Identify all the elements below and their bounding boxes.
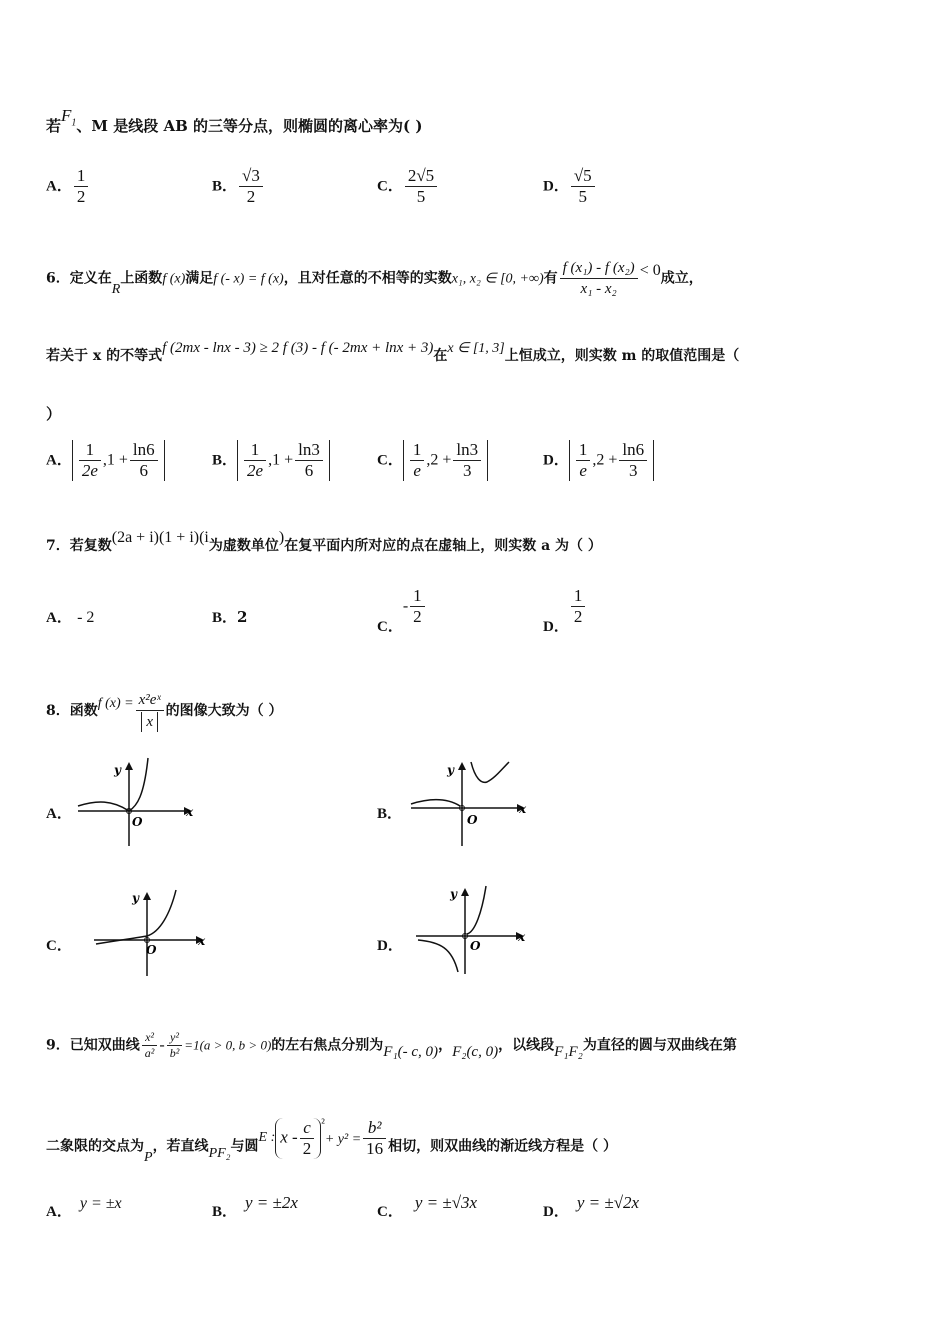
q9-option-d[interactable]: D． y = ±√2x — [543, 1193, 640, 1220]
q8-c-origin: O — [146, 943, 157, 957]
q9-option-a[interactable]: A． y = ±x — [46, 1195, 122, 1220]
q8-c-ylabel: y — [132, 891, 139, 905]
q6-option-a[interactable]: A． $\frac{1}{2e}$ ,1 + $\frac{\ln 6}{6}$ — [46, 440, 165, 481]
q6-stem-line1: 6．定义在R上函数f (x)满足f (- x) = f (x)，且对任意的不相等的实数x₁, x₂ ∈ [0, +∞)有 $\frac{\text{f (x₁) - f (x₂)}}{\text{x₁ - x₂}}$ < 0成立， — [46, 260, 703, 297]
q8-option-a[interactable]: A． — [46, 806, 72, 822]
q8-b-origin: O — [467, 813, 478, 827]
q6-ratio: $\frac{\text{f (x₁) - f (x₂)}}{\text{x₁ - x₂}}$ — [560, 258, 638, 299]
q5-stem — [46, 106, 423, 143]
q8-d-xlabel: x — [518, 930, 526, 944]
q9-stem-line2: 二象限的交点为P，若直线PF₂与圆E : x - $\frac{c}{2}$ ²+ y² = $\frac{\text{b²}}{16}$ 相切，则双曲线的渐近线方程是（ ） — [46, 1115, 618, 1165]
q6-option-c[interactable]: C． $\frac{1}{e}$ ,2 + $\frac{\ln 3}{3}$ — [377, 440, 488, 481]
q9-option-c[interactable]: C． y = ±√3x — [377, 1193, 478, 1220]
q8-b-ylabel: y — [447, 763, 454, 777]
q8-option-c[interactable]: C． — [46, 938, 72, 954]
q6-stem-line2: 若关于 x 的不等式f (2mx - lnx - 3) ≥ 2 f (3) - f (- 2mx + lnx + 3)在x ∈ [1, 3]上恒成立，则实数 m 的取值范围是（ — [46, 340, 740, 364]
q7-stem: 7．若复数(2a + i)(1 + i)(i为虚数单位)在复平面内所对应的点在虚轴上，则实数 a 为（ ） — [46, 529, 602, 554]
q6-stem-line3: ） — [46, 405, 62, 423]
q7-option-b[interactable]: B．2 — [212, 608, 248, 626]
q8-option-b[interactable]: B． — [377, 806, 403, 822]
q9-option-b[interactable]: B． y = ±2x — [212, 1193, 298, 1220]
q7-option-d[interactable]: D． $\frac{1}{2}$ — [543, 586, 587, 627]
q5-prefix: 若 — [46, 117, 62, 135]
q7-option-c[interactable]: C．- $\frac{1}{2}$ — [377, 586, 427, 627]
q7-option-a[interactable]: A． - 2 — [46, 609, 95, 626]
q8-d-origin: O — [470, 939, 481, 953]
q6-option-b[interactable]: B． $\frac{1}{2e}$ ,1 + $\frac{\ln 3}{6}$ — [212, 440, 330, 481]
q5-rest: 、M 是线段 AB 的三等分点，则椭圆的离心率为( ) — [76, 117, 423, 135]
q8-d-ylabel: y — [450, 887, 457, 901]
q5-f1: $F_1$ — [61, 106, 77, 129]
q5-option-b[interactable]: B． $\frac{√3}{2}$ — [212, 166, 265, 207]
q8-graph-a[interactable] — [72, 756, 202, 851]
q8-option-d[interactable]: D． — [377, 938, 403, 954]
q8-a-ylabel: y — [114, 763, 121, 777]
q8-graph-d[interactable] — [412, 882, 542, 977]
q5-option-c[interactable]: C． $\frac{2√5}{5}$ — [377, 166, 439, 207]
q8-b-xlabel: x — [519, 802, 527, 816]
q6-option-d[interactable]: D． $\frac{1}{e}$ ,2 + $\frac{\ln 6}{3}$ — [543, 440, 654, 481]
q8-graph-b[interactable] — [405, 756, 535, 851]
q8-a-xlabel: x — [186, 805, 194, 819]
q8-graph-c[interactable] — [92, 884, 222, 979]
q5-option-a[interactable]: A． $\frac{1}{2}$ — [46, 166, 90, 207]
q8-stem: 8．函数f (x) = $\frac{\text{x²eˣ}}{x}$ 的图像大致为（ ） — [46, 692, 283, 730]
q8-c-xlabel: x — [198, 934, 206, 948]
q5-option-d[interactable]: D． $\frac{√5}{5}$ — [543, 166, 597, 207]
q8-a-origin: O — [132, 815, 143, 829]
q9-stem-line1: 9．已知双曲线 $\frac{\text{x²}}{\text{a²}}$ - $\frac{\text{y²}}{\text{b²}}$ =1(a > 0, b > 0)的左右焦点分别为F₁(- c, 0)，F₂(c, 0)，以线段F₁F₂为直径的圆与双曲线在第 — [46, 1030, 737, 1060]
